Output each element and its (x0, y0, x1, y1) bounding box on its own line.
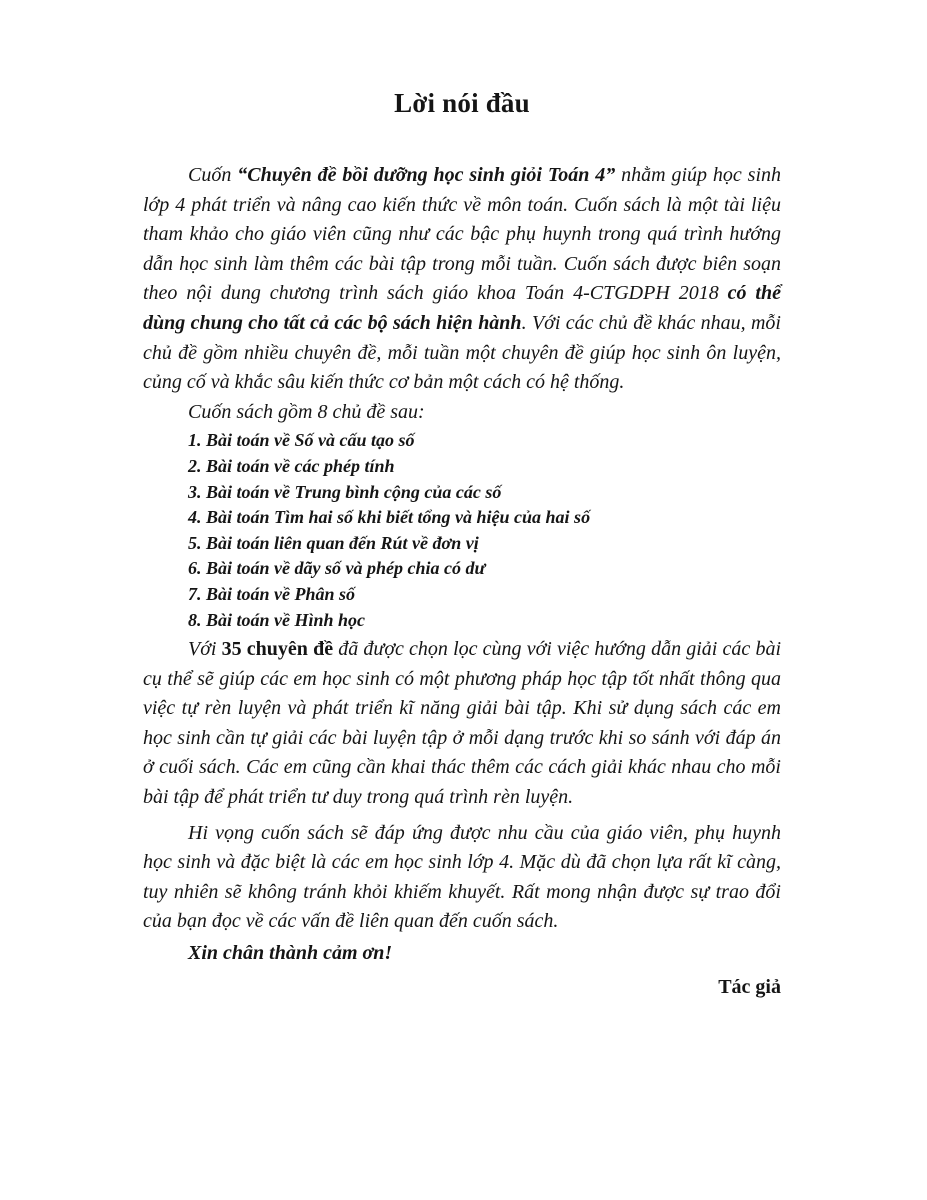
method-text-1: Với (188, 638, 222, 661)
intro-text-2: nhằm giúp học sinh lớp 4 phát triển và nâng cao kiến thức về môn toán. Cuốn sách là một tài liệu tham khảo cho giáo viên cũng như các bậc phụ huynh trong quá trình hướng dẫn học sinh làm thêm các bài tập trong mỗi tuần. Cuốn sách được biên soạn theo nội dung chương trình sách giáo khoa Toán 4-CTGDPH 2018 (143, 164, 782, 305)
intro-text-3: . Với các chủ đề khác nhau, mỗi chủ đề gồm nhiều chuyên đề, mỗi tuần một chuyên đề giúp học sinh ôn luyện, củng cố và khắc sâu kiến thức cơ bản một cách có hệ thống. (143, 311, 781, 394)
topic-list-item-4: 4. Bài toán Tìm hai số khi biết tổng và hiệu của hai số (188, 507, 591, 528)
topic-list-intro: Cuốn sách gồm 8 chủ đề sau: (188, 400, 425, 423)
intro-text-1: Cuốn (188, 164, 238, 186)
topic-list-item-8: 8. Bài toán về Hình học (188, 609, 366, 630)
method-text-2: đã được chọn lọc cùng với việc hướng dẫn giải các bài cụ thể sẽ giúp các em học sinh có một phương pháp học tập tốt nhất thông qua việc tự rèn luyện và phát triển kĩ năng giải bài tập. Khi sử dụng sách các em học sinh cần tự giải các bài luyện tập ở mỗi dạng trước khi so sánh với đáp án ở cuối sách. Các em cũng cần khai thác thêm các cách giải khác nhau cho mỗi bài tập để phát triển tư duy trong quá trình rèn luyện. (143, 638, 782, 809)
intro-bold-note: có thể dùng chung cho tất cả các bộ sách hiện hành (143, 282, 781, 334)
topic-list-item-5: 5. Bài toán liên quan đến Rút về đơn vị (188, 532, 479, 553)
book-title-text: “Chuyên đề bồi dưỡng học sinh giỏi Toán 4” (237, 164, 616, 186)
paragraph-closing: Hi vọng cuốn sách sẽ đáp ứng được nhu cầu của giáo viên, phụ huynh học sinh và đặc biệt là các em học sinh lớp 4. Mặc dù đã chọn lựa rất kĩ càng, tuy nhiên sẽ không tránh khỏi khiếm khuyết. Rất mong nhận được sự trao đổi của bạn đọc về các vấn đề liên quan đến cuốn sách. (143, 821, 781, 933)
thanks-line: Xin chân thành cảm ơn! (188, 942, 393, 965)
topic-list-item-3: 3. Bài toán về Trung bình cộng của các số (188, 481, 502, 502)
topic-list-item-2: 2. Bài toán về các phép tính (188, 455, 395, 476)
topic-list-item-7: 7. Bài toán về Phân số (188, 583, 356, 604)
paragraph-intro (143, 161, 781, 398)
method-count-highlight: 35 chuyên đề (221, 638, 334, 661)
author-signature: Tác giả (718, 975, 781, 998)
paragraph-method (143, 635, 781, 813)
topic-list-item-6: 6. Bài toán về dãy số và phép chia có dư (188, 558, 486, 579)
page-title: Lời nói đầu (394, 88, 530, 118)
topic-list (188, 428, 781, 633)
topic-list-item-1: 1. Bài toán về Số và cấu tạo số (188, 430, 415, 451)
